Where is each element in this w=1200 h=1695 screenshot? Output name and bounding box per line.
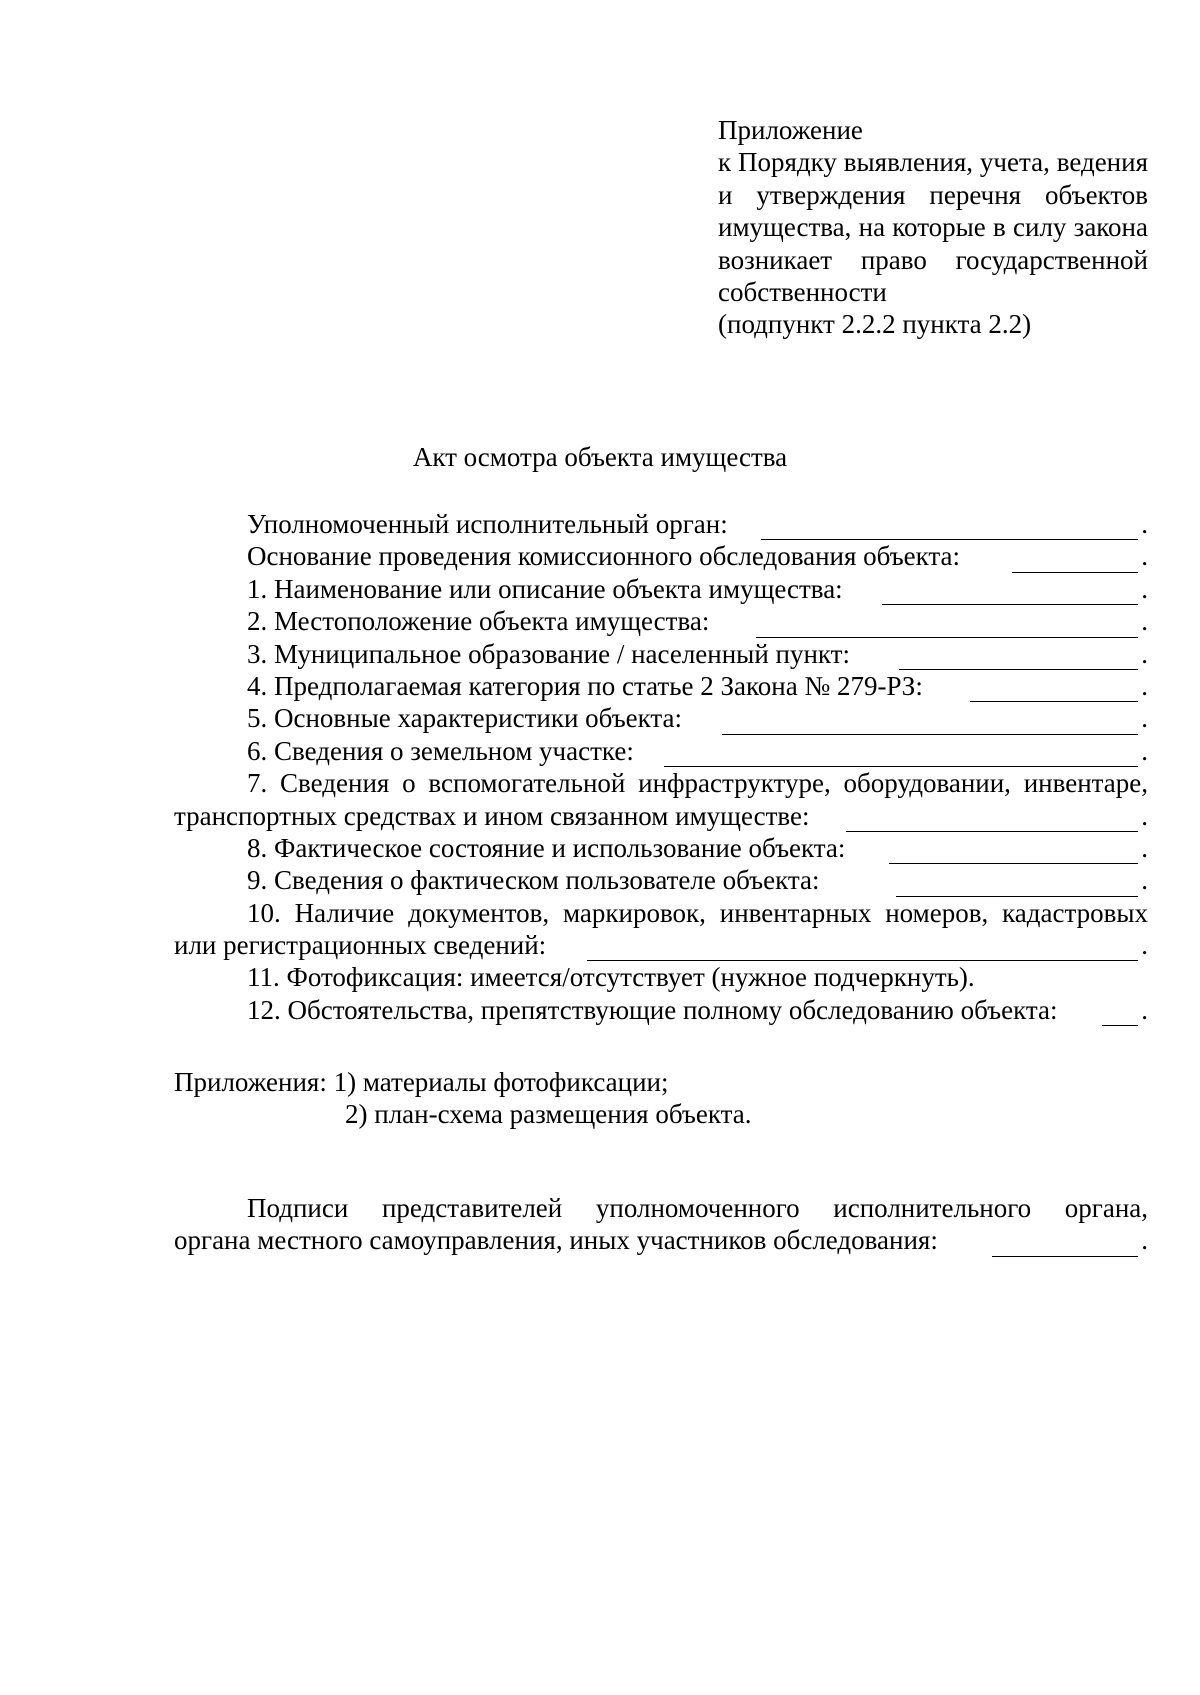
field-item-6-period: .: [1141, 735, 1148, 766]
signatures-period: .: [1141, 1225, 1148, 1256]
signatures-line-2: [174, 1224, 1148, 1256]
field-authority-period: .: [1141, 509, 1148, 539]
field-item-3-label: 3. Муниципальное образование / населенный пункт:: [247, 638, 850, 669]
field-item-11: [174, 961, 1148, 993]
field-item-7-blank[interactable]: [846, 800, 1138, 832]
field-item-7-period: .: [1141, 800, 1148, 831]
appendix-block: [718, 114, 1148, 341]
field-basis-blank[interactable]: [1012, 540, 1138, 572]
field-basis-label: Основание проведения комиссионного обследования объекта:: [247, 541, 961, 572]
field-item-5: [174, 702, 1148, 734]
field-item-5-label: 5. Основные характеристики объекта:: [247, 703, 683, 734]
signatures-line-1: Подписи представителей уполномоченного исполнительного органа,: [247, 1193, 1148, 1223]
field-item-10-blank[interactable]: [587, 929, 1138, 961]
field-item-10-line-2: [174, 929, 1148, 961]
field-item-12: [174, 994, 1148, 1026]
field-item-8-label: 8. Фактическое состояние и использование объекта:: [247, 832, 846, 863]
field-item-10-line-1: 10. Наличие документов, маркировок, инвентарных номеров, кадастровых: [247, 897, 1148, 928]
attachment-second: 2) план-схема размещения объекта.: [345, 1099, 752, 1130]
field-authority-label: Уполномоченный исполнительный орган:: [247, 509, 728, 539]
field-item-11-label: 11. Фотофиксация: имеется/отсутствует (нужное подчеркнуть).: [247, 962, 975, 993]
attachments-block: [174, 1066, 1148, 1131]
field-item-4-label: 4. Предполагаемая категория по статье 2 Закона № 279-РЗ:: [247, 670, 923, 701]
field-item-9-blank[interactable]: [896, 864, 1138, 896]
field-item-12-label: 12. Обстоятельства, препятствующие полному обследованию объекта:: [247, 994, 1058, 1025]
field-authority: [174, 508, 1148, 540]
appendix-heading: Приложение: [718, 115, 863, 145]
field-item-2-blank[interactable]: [756, 605, 1138, 637]
field-item-7-line-1: 7. Сведения о вспомогательной инфраструктуре, оборудовании, инвентаре,: [247, 768, 1148, 799]
field-item-2-period: .: [1141, 606, 1148, 637]
field-item-9: [174, 864, 1148, 896]
field-item-12-blank[interactable]: [1102, 994, 1138, 1026]
signatures-blank[interactable]: [992, 1224, 1138, 1256]
field-item-1-period: .: [1141, 573, 1148, 604]
field-item-9-label: 9. Сведения о фактическом пользователе объекта:: [247, 865, 820, 896]
field-item-6-label: 6. Сведения о земельном участке:: [247, 735, 634, 766]
field-item-3-blank[interactable]: [899, 638, 1138, 670]
field-item-3: [174, 638, 1148, 670]
field-item-8-blank[interactable]: [889, 832, 1138, 864]
appendix-body: к Порядку выявления, учета, ведения и утверждения перечня объектов имущества, на которые в силу закона возникает право государственной собственности: [718, 147, 1148, 308]
field-item-5-period: .: [1141, 703, 1148, 734]
field-item-7-line-2: [174, 800, 1148, 832]
field-basis: [174, 540, 1148, 572]
field-item-6-blank[interactable]: [664, 735, 1138, 767]
field-item-1-blank[interactable]: [882, 573, 1138, 605]
attachment-first: Приложения: 1) материалы фотофиксации;: [174, 1067, 669, 1097]
field-item-2: [174, 605, 1148, 637]
field-item-9-period: .: [1141, 865, 1148, 896]
signatures-label: органа местного самоуправления, иных участников обследования:: [174, 1225, 938, 1256]
field-item-2-label: 2. Местоположение объекта имущества:: [247, 606, 710, 637]
field-item-1: [174, 573, 1148, 605]
field-item-1-label: 1. Наименование или описание объекта имущества:: [247, 573, 843, 604]
signatures-block: [174, 1192, 1148, 1257]
field-item-5-blank[interactable]: [722, 702, 1138, 734]
appendix-reference: (подпункт 2.2.2 пункта 2.2): [718, 309, 1032, 340]
field-item-3-period: .: [1141, 638, 1148, 669]
field-item-12-period: .: [1141, 994, 1148, 1025]
document-title: Акт осмотра объекта имущества: [412, 442, 788, 472]
field-authority-blank[interactable]: [761, 508, 1138, 540]
field-item-8: [174, 832, 1148, 864]
field-item-4: [174, 670, 1148, 702]
field-item-4-blank[interactable]: [970, 670, 1138, 702]
field-item-6: [174, 735, 1148, 767]
field-basis-period: .: [1141, 541, 1148, 572]
field-item-10-label: или регистрационных сведений:: [174, 930, 547, 961]
field-item-4-period: .: [1141, 670, 1148, 701]
field-item-10-period: .: [1141, 930, 1148, 961]
inspection-fields: [174, 508, 1148, 1026]
field-item-8-period: .: [1141, 832, 1148, 863]
field-item-7-label: транспортных средствах и ином связанном имуществе:: [174, 800, 810, 831]
